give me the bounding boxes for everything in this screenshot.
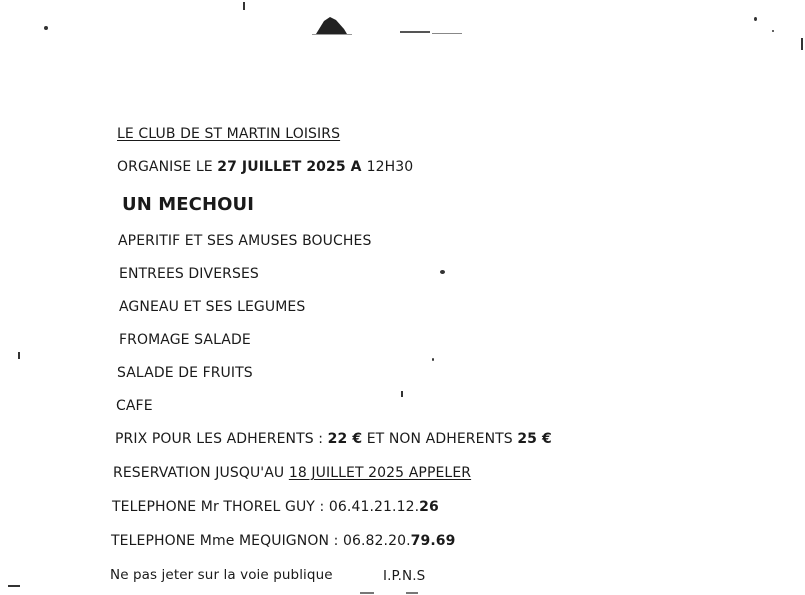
scan-speck — [243, 2, 245, 10]
organise-line — [117, 159, 413, 175]
contact-line — [112, 499, 439, 515]
member-price: 22 € — [327, 431, 363, 447]
menu-item: SALADE DE FRUITS — [117, 365, 253, 381]
scan-streak — [400, 31, 430, 33]
contact-label: TELEPHONE Mme MEQUIGNON : — [111, 533, 343, 549]
non-member-price: 25 € — [517, 431, 552, 447]
reservation-line — [113, 465, 471, 481]
club-name-line: LE CLUB DE ST MARTIN LOISIRS — [117, 126, 341, 142]
menu-item: ENTREES DIVERSES — [119, 266, 259, 282]
event-title: UN MECHOUI — [122, 194, 255, 215]
contact-number-end: 26 — [419, 499, 439, 515]
price-prefix: PRIX POUR LES ADHERENTS : — [115, 431, 328, 447]
scan-streak — [312, 34, 352, 35]
footer-notice: Ne pas jeter sur la voie publique — [110, 567, 333, 583]
reservation-deadline: 18 JUILLET 2025 APPELER — [288, 465, 472, 481]
menu-item: FROMAGE SALADE — [119, 332, 251, 348]
organise-connector: A — [345, 159, 367, 175]
scan-streak — [432, 33, 462, 34]
contact-label: TELEPHONE Mr THOREL GUY : — [112, 499, 329, 515]
contact-line — [111, 533, 455, 549]
scan-speck — [440, 270, 445, 274]
scan-speck — [406, 592, 418, 594]
scan-speck — [8, 585, 20, 587]
menu-item: AGNEAU ET SES LEGUMES — [119, 299, 306, 315]
price-middle: ET NON ADHERENTS — [362, 431, 518, 447]
scan-speck — [18, 352, 20, 359]
scan-speck — [360, 592, 374, 594]
contact-number: 06.82.20. — [342, 533, 411, 549]
scan-speck — [401, 391, 403, 397]
ipns-mention: I.P.N.S — [383, 568, 426, 584]
contact-number-end: 79.69 — [410, 533, 456, 549]
scan-speck — [772, 30, 774, 32]
price-line — [115, 431, 552, 447]
menu-item: APERITIF ET SES AMUSES BOUCHES — [118, 233, 372, 249]
scan-speck — [754, 17, 757, 21]
contact-number: 06.41.21.12. — [328, 499, 420, 515]
reservation-prefix: RESERVATION JUSQU'AU — [113, 465, 289, 481]
event-time: 12H30 — [366, 159, 414, 175]
scan-speck — [44, 26, 48, 30]
menu-item: CAFE — [116, 398, 153, 414]
scan-speck — [432, 358, 434, 361]
event-date: 27 JUILLET 2025 — [217, 159, 346, 175]
scan-speck — [801, 38, 803, 50]
scan-ink-blot — [314, 15, 348, 35]
organise-prefix: ORGANISE LE — [117, 159, 218, 175]
